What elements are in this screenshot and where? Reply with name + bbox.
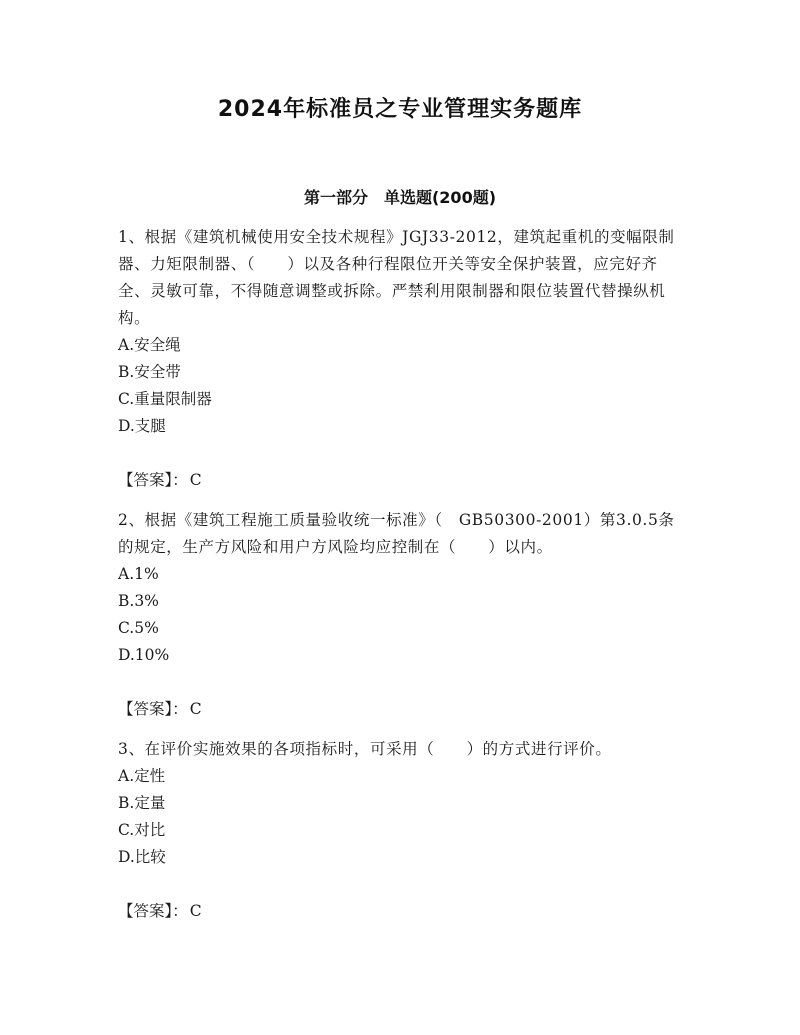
answer-label: 【答案】： bbox=[118, 471, 188, 489]
option-a: A.安全绳 bbox=[118, 336, 181, 354]
answer-line bbox=[118, 898, 688, 925]
option-a: A.定性 bbox=[118, 767, 166, 785]
option-list bbox=[118, 763, 688, 871]
option-list bbox=[118, 332, 688, 440]
answer-label: 【答案】： bbox=[118, 902, 188, 920]
option-d: D.10% bbox=[118, 646, 170, 664]
question-stem: 2、根据《建筑工程施工质量验收统一标准》（ GB50300-2001）第3.0.5条的规定，生产方风险和用户方风险均应控制在（ ）以内。 bbox=[118, 511, 675, 556]
answer-line bbox=[118, 696, 688, 723]
question-stem: 1、根据《建筑机械使用安全技术规程》JGJ33-2012，建筑起重机的变幅限制器、力矩限制器、（ ）以及各种行程限位开关等安全保护装置，应完好齐全、灵敏可靠，不得随意调整或拆除。严禁利用限制器和限位装置代替操纵机构。 bbox=[118, 228, 675, 327]
option-b: B.定量 bbox=[118, 794, 166, 812]
answer-value: C bbox=[189, 471, 202, 489]
option-b: B.安全带 bbox=[118, 363, 181, 381]
question-item bbox=[118, 507, 688, 723]
option-c: C.对比 bbox=[118, 821, 166, 839]
answer-value: C bbox=[189, 700, 202, 718]
answer-label: 【答案】： bbox=[118, 700, 188, 718]
option-b: B.3% bbox=[118, 592, 159, 610]
question-item bbox=[118, 224, 688, 494]
question-item bbox=[118, 736, 688, 925]
option-c: C.5% bbox=[118, 619, 159, 637]
section-title: 第一部分 单选题(200题) bbox=[303, 188, 497, 207]
option-list bbox=[118, 561, 688, 669]
answer-value: C bbox=[189, 902, 202, 920]
option-d: D.比较 bbox=[118, 848, 166, 866]
answer-line bbox=[118, 467, 688, 494]
document-title: 2024年标准员之专业管理实务题库 bbox=[217, 97, 583, 122]
option-d: D.支腿 bbox=[118, 417, 166, 435]
option-c: C.重量限制器 bbox=[118, 390, 212, 408]
question-stem: 3、在评价实施效果的各项指标时，可采用（ ）的方式进行评价。 bbox=[118, 740, 612, 758]
option-a: A.1% bbox=[118, 565, 159, 583]
question-list bbox=[118, 224, 688, 938]
